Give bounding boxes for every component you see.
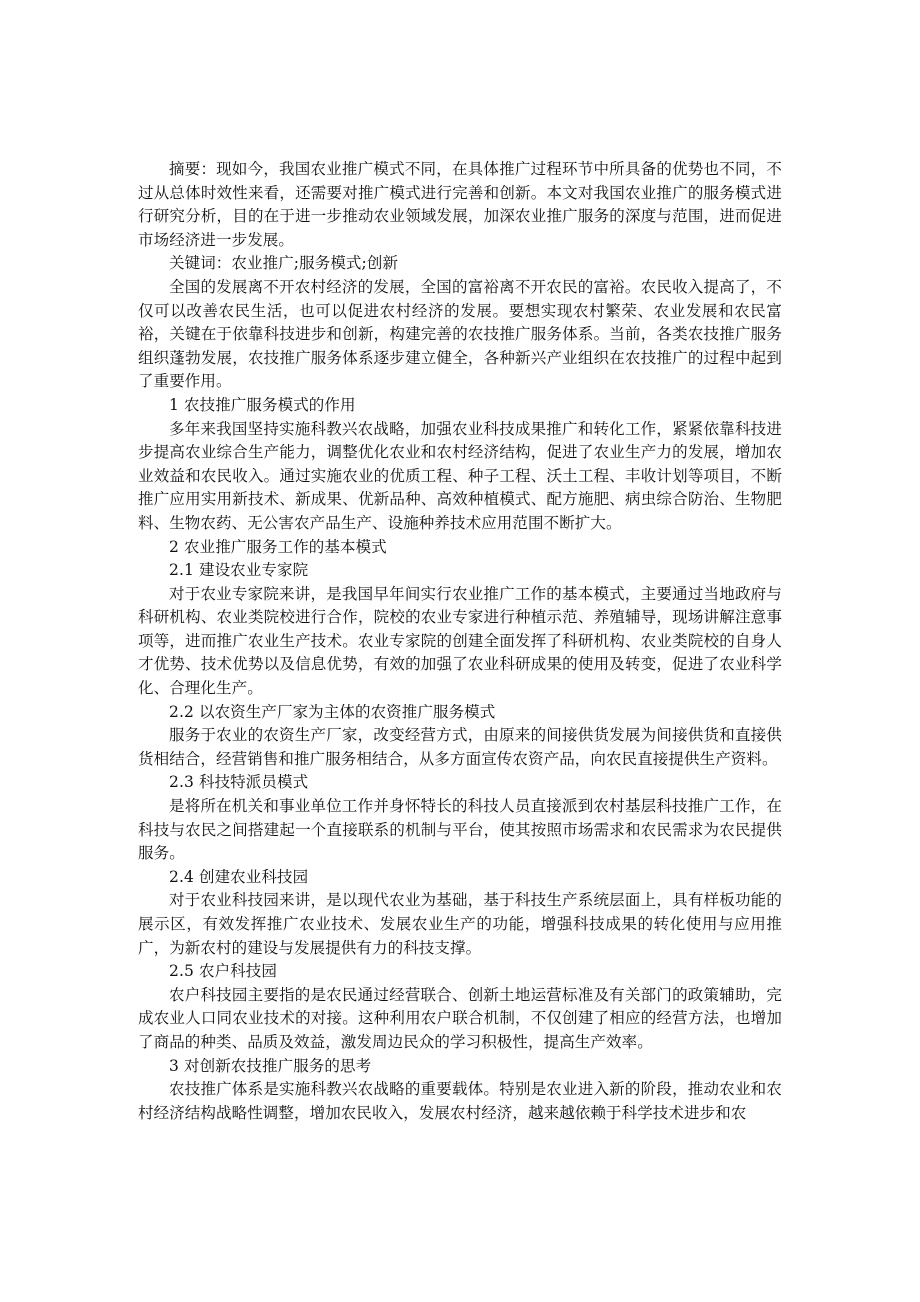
section-3-heading: 3 对创新农技推广服务的思考 bbox=[169, 1056, 372, 1075]
document-page bbox=[138, 158, 782, 1125]
abstract-paragraph: 摘要：现如今，我国农业推广模式不同，在具体推广过程环节中所具备的优势也不同，不过从总体时效性来看，还需要对推广模式进行完善和创新。本文对我国农业推广的服务模式进行研究分析，目的在于进一步推动农业领域发展，加深农业推广服务的深度与范围，进而促进市场经济进一步发展。 bbox=[138, 160, 782, 249]
intro-paragraph: 全国的发展离不开农村经济的发展，全国的富裕离不开农民的富裕。农民收入提高了，不仅可以改善农民生活，也可以促进农村经济的发展。要想实现农村繁荣、农业发展和农民富裕，关键在于依靠科技进步和创新，构建完善的农技推广服务体系。当前，各类农技推广服务组织蓬勃发展，农技推广服务体系逐步建立健全，各种新兴产业组织在农技推广的过程中起到了重要作用。 bbox=[138, 277, 782, 391]
section-2-5-heading: 2.5 农户科技园 bbox=[169, 962, 277, 981]
keywords-line: 关键词：农业推广;服务模式;创新 bbox=[169, 254, 399, 273]
section-2-1-paragraph: 对于农业专家院来讲，是我国早年间实行农业推广工作的基本模式，主要通过当地政府与科研机构、农业类院校进行合作，院校的农业专家进行种植示范、养殖辅导，现场讲解注意事项等，进而推广农业生产技术。农业专家院的创建全面发挥了科研机构、农业类院校的自身人才优势、技术优势以及信息优势，有效的加强了农业科研成果的使用及转变，促进了农业科学化、合理化生产。 bbox=[138, 584, 782, 698]
section-2-4-heading: 2.4 创建农业科技园 bbox=[169, 867, 309, 886]
section-2-2-paragraph: 服务于农业的农资生产厂家，改变经营方式，由原来的间接供货发展为间接供货和直接供货相结合，经营销售和推广服务相结合，从多方面宣传农资产品，向农民直接提供生产资料。 bbox=[138, 726, 782, 768]
section-1-heading: 1 农技推广服务模式的作用 bbox=[169, 395, 356, 414]
section-2-3-paragraph: 是将所在机关和事业单位工作并身怀特长的科技人员直接派到农村基层科技推广工作，在科技与农民之间搭建起一个直接联系的机制与平台，使其按照市场需求和农民需求为农民提供服务。 bbox=[138, 797, 782, 863]
section-2-heading: 2 农业推广服务工作的基本模式 bbox=[169, 537, 387, 556]
section-2-5-paragraph: 农户科技园主要指的是农民通过经营联合、创新土地运营标准及有关部门的政策辅助，完成农业人口同农业技术的对接。这种利用农户联合机制，不仅创建了相应的经营方法，也增加了商品的种类、品质及效益，激发周边民众的学习积极性，提高生产效率。 bbox=[138, 985, 782, 1051]
section-2-4-paragraph: 对于农业科技园来讲，是以现代农业为基础，基于科技生产系统层面上，具有样板功能的展示区，有效发挥推广农业技术、发展农业生产的功能，增强科技成果的转化使用与应用推广，为新农村的建设与发展提供有力的科技支撑。 bbox=[138, 891, 782, 957]
section-3-paragraph: 农技推广体系是实施科教兴农战略的重要载体。特别是农业进入新的阶段，推动农业和农村经济结构战略性调整，增加农民收入，发展农村经济，越来越依赖于科学技术进步和农 bbox=[138, 1080, 782, 1122]
section-1-paragraph: 多年来我国坚持实施科教兴农战略，加强农业科技成果推广和转化工作，紧紧依靠科技进步提高农业综合生产能力，调整优化农业和农村经济结构，促进了农业生产力的发展，增加农业效益和农民收入。通过实施农业的优质工程、种子工程、沃土工程、丰收计划等项目，不断推广应用实用新技术、新成果、优新品种、高效种植模式、配方施肥、病虫综合防治、生物肥料、生物农药、无公害农产品生产、设施种养技术应用范围不断扩大。 bbox=[138, 419, 782, 532]
section-2-2-heading: 2.2 以农资生产厂家为主体的农资推广服务模式 bbox=[169, 702, 496, 721]
section-2-3-heading: 2.3 科技特派员模式 bbox=[169, 773, 309, 792]
section-2-1-heading: 2.1 建设农业专家院 bbox=[169, 561, 309, 580]
